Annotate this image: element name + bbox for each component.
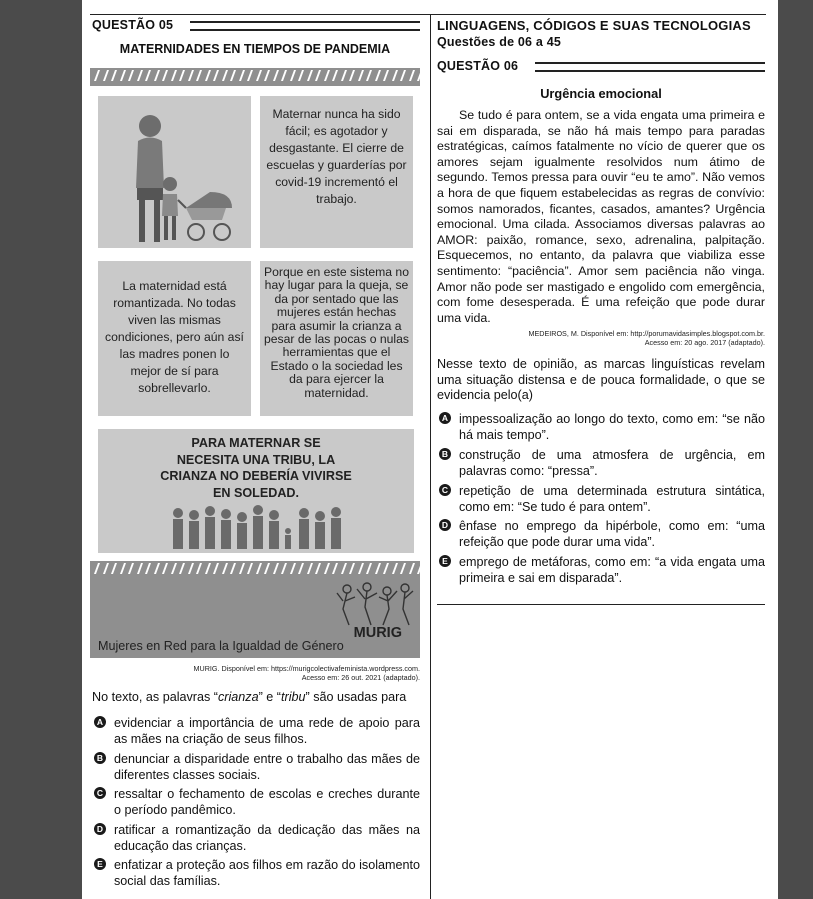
- stripe-mark: [408, 563, 414, 574]
- stripe-mark: [238, 70, 244, 81]
- stripe-mark: [94, 70, 100, 81]
- stripe-mark: [272, 70, 278, 81]
- question-06-rule: [535, 62, 765, 72]
- stripe-mark: [162, 563, 168, 574]
- stripe-mark: [204, 563, 210, 574]
- stripe-mark: [357, 70, 363, 81]
- dancing-figures-icon: [335, 579, 415, 629]
- poster-bottom-stripe: [90, 561, 420, 579]
- question-range: Questões de 06 a 45: [437, 35, 562, 49]
- stripe-mark: [391, 563, 397, 574]
- stripe-mark: [213, 563, 219, 574]
- stripe-mark: [349, 563, 355, 574]
- question-05-rule: [190, 21, 420, 31]
- stripe-mark: [357, 563, 363, 574]
- question-06-stem: Nesse texto de opinião, as marcas linguísticas revelam uma situação distensa e de pouca formalidade, o que se evidencia pelo(a): [437, 357, 765, 403]
- option-letter-badge: E: [439, 555, 451, 567]
- stripe-mark: [366, 563, 372, 574]
- q06-option-a[interactable]: A impessoalização ao longo do texto, como em: “se não há mais tempo”.: [439, 411, 765, 445]
- poster-top-stripe: [90, 68, 420, 86]
- poster-panel-illustration: [98, 96, 251, 248]
- stripe-mark: [145, 70, 151, 81]
- murig-poster: [90, 68, 420, 658]
- mother-child-stroller-icon: [98, 96, 251, 248]
- poster-panel-1: Maternar nunca ha sido fácil; es agotador y desgastante. El cierre de escuelas y guarderías por covid-19 incrementó el trabajo.: [260, 96, 413, 248]
- q06-option-b[interactable]: B construção de uma atmosfera de urgência, em palavras como: “pressa”.: [439, 447, 765, 481]
- stripe-mark: [145, 563, 151, 574]
- stripe-mark: [340, 563, 346, 574]
- q05-option-b[interactable]: B denunciar a disparidade entre o trabalho das mães de diferentes classes sociais.: [94, 751, 420, 785]
- option-letter-badge: C: [439, 484, 451, 496]
- stripe-mark: [323, 70, 329, 81]
- option-letter-badge: B: [439, 448, 451, 460]
- stripe-mark: [170, 563, 176, 574]
- stripe-mark: [366, 70, 372, 81]
- stripe-mark: [417, 563, 420, 574]
- stripe-mark: [349, 70, 355, 81]
- stripe-mark: [417, 70, 420, 81]
- stripe-mark: [119, 70, 125, 81]
- stripe-mark: [119, 563, 125, 574]
- stripe-mark: [136, 70, 142, 81]
- stripe-mark: [128, 563, 134, 574]
- stripe-mark: [340, 70, 346, 81]
- stripe-mark: [247, 563, 253, 574]
- stripe-mark: [391, 70, 397, 81]
- question-05-source: MURIG. Disponível em: https://murigcolectivafeminista.wordpress.com. Acesso em: 26 out. 2021 (adaptado).: [193, 664, 420, 682]
- stripe-mark: [128, 70, 134, 81]
- stripe-mark: [247, 70, 253, 81]
- stripe-mark: [187, 70, 193, 81]
- stripe-mark: [102, 563, 108, 574]
- stripe-mark: [374, 70, 380, 81]
- q06-option-c[interactable]: C repetição de uma determinada estrutura sintática, como em: “Se tudo é para ontem”.: [439, 483, 765, 517]
- question-06-source: MEDEIROS, M. Disponível em: http://porumavidasimples.blogspot.com.br. Acesso em: 20 ago. 2017 (adaptado).: [528, 329, 765, 347]
- question-05-title: MATERNIDADES EN TIEMPOS DE PANDEMIA: [119, 42, 391, 56]
- question-05-label: QUESTÃO 05: [92, 18, 174, 32]
- stripe-mark: [332, 563, 338, 574]
- tribe-crowd-icon: [168, 501, 348, 551]
- column-separator: [430, 14, 431, 899]
- stripe-mark: [204, 70, 210, 81]
- stripe-mark: [289, 70, 295, 81]
- stripe-mark: [332, 70, 338, 81]
- stripe-mark: [153, 70, 159, 81]
- stripe-mark: [136, 563, 142, 574]
- option-letter-badge: C: [94, 787, 106, 799]
- stripe-mark: [264, 70, 270, 81]
- stripe-mark: [298, 70, 304, 81]
- option-letter-badge: A: [94, 716, 106, 728]
- stripe-mark: [255, 563, 261, 574]
- stripe-mark: [255, 70, 261, 81]
- stripe-mark: [383, 70, 389, 81]
- stripe-mark: [408, 70, 414, 81]
- q05-option-d[interactable]: D ratificar a romantização da dedicação das mães na educação das crianças.: [94, 822, 420, 856]
- question-06-label: QUESTÃO 06: [437, 59, 519, 73]
- q06-option-e[interactable]: E emprego de metáforas, como em: “a vida engata uma primeira e sai em disparada”.: [439, 554, 765, 588]
- stripe-mark: [111, 70, 117, 81]
- question-06-title: Urgência emocional: [540, 86, 662, 101]
- stripe-mark: [221, 70, 227, 81]
- poster-panel-3: Porque en este sistema no hay lugar para la queja, se da por sentado que las mujeres están hechas para asumir la crianza a pesar de las pocas o nulas herramientas que el Estado o la sociedad les da para ejercer la maternidad.: [260, 261, 413, 416]
- stripe-mark: [102, 70, 108, 81]
- stripe-mark: [162, 70, 168, 81]
- poster-banner: [98, 429, 414, 553]
- question-05-stem: No texto, as palavras “crianza” e “tribu” são usadas para: [92, 690, 407, 704]
- stripe-mark: [196, 563, 202, 574]
- stripe-mark: [383, 563, 389, 574]
- poster-footer-band: [90, 571, 420, 658]
- stripe-mark: [281, 563, 287, 574]
- stripe-mark: [94, 563, 100, 574]
- stripe-mark: [298, 563, 304, 574]
- poster-panel-2: La maternidad está romantizada. No todas viven las mismas condiciones, pero aún así las madres ponen lo mejor de sí para sobrellevarlo.: [98, 261, 251, 416]
- stripe-mark: [306, 70, 312, 81]
- stripe-mark: [221, 563, 227, 574]
- stripe-mark: [400, 70, 406, 81]
- option-letter-badge: E: [94, 858, 106, 870]
- option-letter-badge: D: [94, 823, 106, 835]
- stripe-mark: [153, 563, 159, 574]
- stripe-mark: [323, 563, 329, 574]
- stripe-mark: [374, 563, 380, 574]
- stripe-mark: [179, 70, 185, 81]
- stripe-mark: [400, 563, 406, 574]
- poster-org-name: Mujeres en Red para la Igualdad de Género: [98, 639, 344, 653]
- q05-option-c[interactable]: C ressaltar o fechamento de escolas e creches durante o período pandêmico.: [94, 786, 420, 820]
- stripe-mark: [306, 563, 312, 574]
- stripe-mark: [111, 563, 117, 574]
- stripe-mark: [264, 563, 270, 574]
- question-06-end-rule: [437, 604, 765, 605]
- stripe-mark: [289, 563, 295, 574]
- stripe-mark: [238, 563, 244, 574]
- stripe-mark: [179, 563, 185, 574]
- top-rule: [90, 14, 766, 15]
- poster-banner-text: PARA MATERNAR SE NECESITA UNA TRIBU, LA CRIANZA NO DEBERÍA VIVIRSE EN SOLEDAD.: [160, 436, 352, 500]
- murig-brand: MURIG: [353, 625, 402, 641]
- question-06-text: Se tudo é para ontem, se a vida engata uma primeira e sai em disparada, se não há mais tempo para paradas estratégicas, caímos fatalmente no vício de querer que os amores sejam igualmente resolvidos num átimo de segundo. Temos pressa para ouvir “eu te amo”. Não vemos a hora de que fiquem estabelecidas as regras de convívio: somos namorados, ficantes, casados, amantes? Urgência emocional. Uma cilada. Associamos diversas palavras ao AMOR: paixão, romance, sexo, adrenalina, palpitação. Esquecemos, no entanto, da palavra que viabiliza esse sentimento: “paciência”. Amor sem paciência não vinga. Amor não pode ser mastigado e engolido com emergência, com fome desesperada. É uma refeição que pode durar uma vida.: [437, 108, 765, 325]
- q05-option-a[interactable]: A evidenciar a importância de uma rede de apoio para as mães na criação de seus filhos.: [94, 715, 420, 749]
- stripe-mark: [213, 70, 219, 81]
- q06-option-d[interactable]: D ênfase no emprego da hipérbole, como em: “uma refeição que pode durar uma vida”.: [439, 518, 765, 552]
- stripe-mark: [196, 70, 202, 81]
- option-letter-badge: D: [439, 519, 451, 531]
- option-letter-badge: B: [94, 752, 106, 764]
- q05-option-e[interactable]: E enfatizar a proteção aos filhos em razão do isolamento social das famílias.: [94, 857, 420, 891]
- stripe-mark: [272, 563, 278, 574]
- stripe-mark: [281, 70, 287, 81]
- stripe-mark: [315, 563, 321, 574]
- stripe-mark: [315, 70, 321, 81]
- stripe-mark: [230, 70, 236, 81]
- stripe-mark: [170, 70, 176, 81]
- stripe-mark: [230, 563, 236, 574]
- exam-page: [82, 0, 778, 899]
- stripe-mark: [187, 563, 193, 574]
- option-letter-badge: A: [439, 412, 451, 424]
- section-title: LINGUAGENS, CÓDIGOS E SUAS TECNOLOGIAS: [437, 18, 751, 33]
